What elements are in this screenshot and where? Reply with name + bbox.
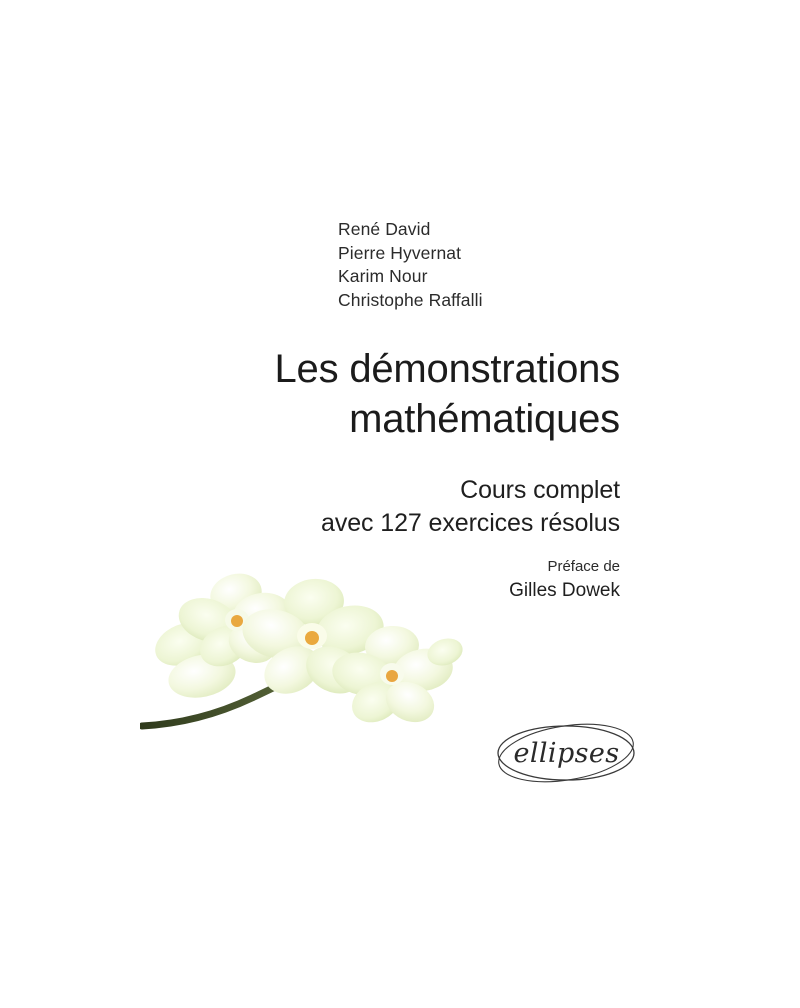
- preface-label: Préface de: [547, 558, 620, 575]
- white-orchid-flowers-illustration: [140, 548, 480, 768]
- book-subtitle: [120, 474, 620, 540]
- author-name: Karim Nour: [338, 266, 428, 286]
- book-title: [60, 344, 620, 444]
- author-name: René David: [338, 219, 431, 239]
- publisher-logo: [494, 712, 639, 794]
- preface-author-name: Gilles Dowek: [509, 580, 620, 601]
- book-subtitle-line: avec 127 exercices résolus: [321, 509, 620, 537]
- author-list: [338, 218, 758, 312]
- book-title-line: mathématiques: [349, 397, 620, 441]
- author-name: Pierre Hyvernat: [338, 242, 462, 263]
- book-subtitle-line: Cours complet: [460, 476, 620, 504]
- author-name: Christophe Raffalli: [338, 289, 483, 310]
- publisher-name: ellipses: [513, 738, 620, 769]
- book-title-line: Les démonstrations: [274, 347, 620, 391]
